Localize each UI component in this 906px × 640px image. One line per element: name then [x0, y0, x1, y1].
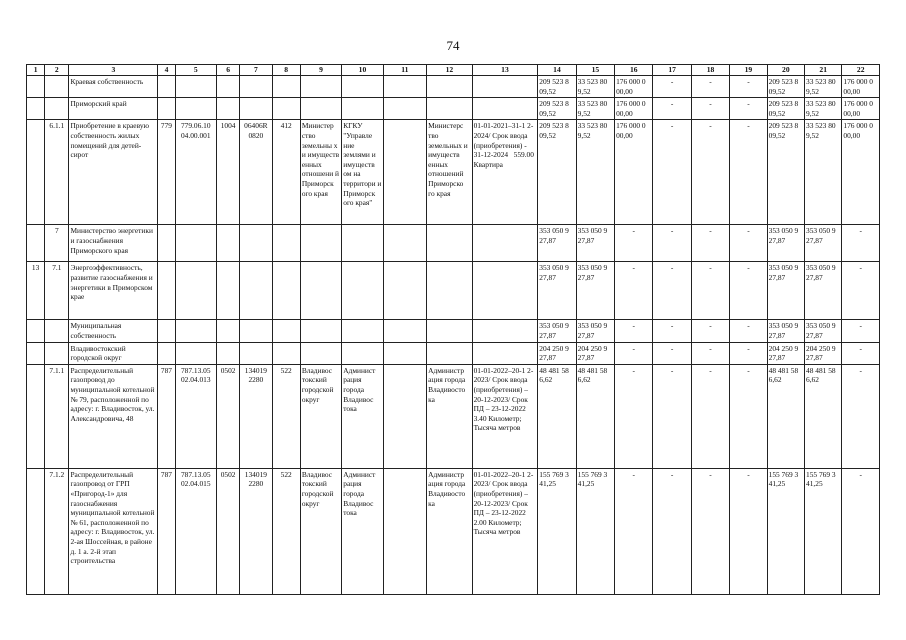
table-cell-col-16: -	[615, 320, 653, 342]
header-cell: 5	[175, 65, 216, 76]
table-cell-col-9: Владивос токский городской округ	[300, 468, 341, 594]
table-cell-col-13	[472, 320, 538, 342]
table-cell-col-10	[342, 98, 383, 120]
table-cell-col-16: 176 000 0 00,00	[615, 98, 653, 120]
table-cell-col-4: 779	[158, 120, 175, 225]
table-cell-col-9	[300, 262, 341, 320]
table-cell-col-20: 209 523 8 09,52	[767, 76, 804, 98]
table-cell-col-9	[300, 320, 341, 342]
table-cell-col-21: 353 050 9 27,87	[805, 262, 842, 320]
table-row	[27, 120, 880, 225]
table-cell-col-4	[158, 342, 175, 364]
header-cell: 20	[767, 65, 804, 76]
table-cell-col-2: 6.1.1	[45, 120, 69, 225]
table-cell-col-22: -	[842, 262, 880, 320]
header-cell: 10	[342, 65, 383, 76]
table-cell-col-22: -	[842, 468, 880, 594]
header-cell: 4	[158, 65, 175, 76]
table-cell-col-8: 522	[272, 468, 300, 594]
table-cell-col-15: 353 050 9 27,87	[576, 225, 614, 262]
table-cell-col-6	[216, 320, 239, 342]
table-cell-col-13	[472, 342, 538, 364]
table-cell-col-6: 0502	[216, 364, 239, 468]
header-cell: 6	[216, 65, 239, 76]
table-cell-col-3: Владивостокский городской округ	[69, 342, 158, 364]
table-cell-col-10	[342, 342, 383, 364]
table-cell-col-11	[383, 364, 426, 468]
header-cell: 13	[472, 65, 538, 76]
table-cell-col-18: -	[691, 76, 729, 98]
table-cell-col-21: 33 523 80 9,52	[805, 76, 842, 98]
table-cell-col-2: 7.1.1	[45, 364, 69, 468]
table-cell-col-7	[240, 342, 272, 364]
table-cell-col-11	[383, 262, 426, 320]
table-cell-col-2	[45, 98, 69, 120]
table-cell-col-18: -	[691, 342, 729, 364]
table-cell-col-9: Министер ство земельны х и имуществ енных отношени й Приморск ого края	[300, 120, 341, 225]
table-cell-col-21: 353 050 9 27,87	[805, 320, 842, 342]
table-cell-col-20: 353 050 9 27,87	[767, 320, 804, 342]
table-cell-col-19: -	[730, 98, 767, 120]
table-cell-col-19: -	[730, 342, 767, 364]
table-cell-col-6	[216, 98, 239, 120]
table-cell-col-20: 204 250 9 27,87	[767, 342, 804, 364]
header-cell: 8	[272, 65, 300, 76]
table-cell-col-22: -	[842, 364, 880, 468]
table-cell-col-15: 204 250 9 27,87	[576, 342, 614, 364]
table-cell-col-11	[383, 120, 426, 225]
table-cell-col-18: -	[691, 225, 729, 262]
table-cell-col-1	[27, 320, 45, 342]
table-cell-col-2: 7	[45, 225, 69, 262]
header-cell: 12	[427, 65, 472, 76]
header-cell: 21	[805, 65, 842, 76]
header-cell: 3	[69, 65, 158, 76]
table-cell-col-17: -	[653, 76, 691, 98]
table-cell-col-8: 412	[272, 120, 300, 225]
table-cell-col-5: 779.06.10 04.00.001	[175, 120, 216, 225]
table-cell-col-13	[472, 76, 538, 98]
table-cell-col-1	[27, 120, 45, 225]
table-cell-col-15: 33 523 80 9,52	[576, 120, 614, 225]
table-cell-col-15: 33 523 80 9,52	[576, 76, 614, 98]
table-cell-col-9	[300, 98, 341, 120]
table-cell-col-2	[45, 320, 69, 342]
table-cell-col-15: 353 050 9 27,87	[576, 320, 614, 342]
table-cell-col-5: 787.13.05 02.04.015	[175, 468, 216, 594]
table-cell-col-14: 204 250 9 27,87	[538, 342, 576, 364]
table-row	[27, 225, 880, 262]
table-cell-col-2	[45, 342, 69, 364]
table-cell-col-4	[158, 225, 175, 262]
table-cell-col-14: 209 523 8 09,52	[538, 98, 576, 120]
table-cell-col-11	[383, 225, 426, 262]
table-cell-col-17: -	[653, 120, 691, 225]
table-cell-col-10: Админист рация города Владивос тока	[342, 364, 383, 468]
table-cell-col-5	[175, 225, 216, 262]
table-cell-col-1	[27, 225, 45, 262]
table-cell-col-1	[27, 98, 45, 120]
table-cell-col-16: -	[615, 342, 653, 364]
table-cell-col-20: 155 769 3 41,25	[767, 468, 804, 594]
table-cell-col-6	[216, 262, 239, 320]
table-cell-col-2: 7.1	[45, 262, 69, 320]
table-cell-col-3: Приобретение в краевую собственность жилых помещений для детей-сирот	[69, 120, 158, 225]
table-cell-col-8	[272, 225, 300, 262]
table-cell-col-17: -	[653, 468, 691, 594]
table-cell-col-18: -	[691, 468, 729, 594]
table-cell-col-15: 353 050 9 27,87	[576, 262, 614, 320]
table-cell-col-1: 13	[27, 262, 45, 320]
budget-table	[26, 64, 880, 595]
table-cell-col-4	[158, 76, 175, 98]
table-cell-col-7: 06406R 0820	[240, 120, 272, 225]
table-cell-col-2	[45, 76, 69, 98]
table-cell-col-11	[383, 342, 426, 364]
table-cell-col-21: 155 769 3 41,25	[805, 468, 842, 594]
table-cell-col-13: 01-01-2022–20-1 2-2023/ Срок ввода (приобретения) – 20-12-2023/ Срок ПД – 23-12-2022 2.00 Километр; Тысяча метров	[472, 468, 538, 594]
table-cell-col-8	[272, 320, 300, 342]
table-cell-col-5: 787.13.05 02.04.013	[175, 364, 216, 468]
header-cell: 19	[730, 65, 767, 76]
header-cell: 7	[240, 65, 272, 76]
table-cell-col-10	[342, 76, 383, 98]
header-cell: 22	[842, 65, 880, 76]
table-cell-col-16: -	[615, 364, 653, 468]
table-cell-col-19: -	[730, 120, 767, 225]
table-cell-col-22: -	[842, 225, 880, 262]
table-cell-col-7	[240, 76, 272, 98]
header-cell: 17	[653, 65, 691, 76]
table-cell-col-1	[27, 76, 45, 98]
page-number: 74	[446, 38, 460, 53]
table-cell-col-12: Министерс тво земельных и имуществ енных отношений Приморско го края	[427, 120, 472, 225]
table-cell-col-5	[175, 76, 216, 98]
table-cell-col-7	[240, 320, 272, 342]
table-cell-col-18: -	[691, 364, 729, 468]
table-cell-col-19: -	[730, 364, 767, 468]
table-cell-col-13: 01-01-2022–20-1 2-2023/ Срок ввода (приобретения) – 20-12-2023/ Срок ПД – 23-12-2022 3.40 Километр; Тысяча метров	[472, 364, 538, 468]
table-cell-col-11	[383, 320, 426, 342]
table-cell-col-10	[342, 262, 383, 320]
table-cell-col-12: Администр ация города Владивосто ка	[427, 468, 472, 594]
table-cell-col-14: 209 523 8 09,52	[538, 76, 576, 98]
table-cell-col-17: -	[653, 225, 691, 262]
table-cell-col-14: 353 050 9 27,87	[538, 262, 576, 320]
table-cell-col-21: 204 250 9 27,87	[805, 342, 842, 364]
table-cell-col-16: 176 000 0 00,00	[615, 120, 653, 225]
table-cell-col-4	[158, 98, 175, 120]
table-row	[27, 364, 880, 468]
table-cell-col-16: -	[615, 468, 653, 594]
header-cell: 14	[538, 65, 576, 76]
table-cell-col-20: 209 523 8 09,52	[767, 120, 804, 225]
table-cell-col-17: -	[653, 98, 691, 120]
table-cell-col-10: КГКУ "Управле ние землями и имуществ ом на территори и Приморск ого края"	[342, 120, 383, 225]
table-cell-col-15: 48 481 58 6,62	[576, 364, 614, 468]
table-cell-col-11	[383, 98, 426, 120]
table-cell-col-22: 176 000 0 00,00	[842, 120, 880, 225]
table-cell-col-3: Краевая собственность	[69, 76, 158, 98]
table-cell-col-12	[427, 342, 472, 364]
table-cell-col-12	[427, 225, 472, 262]
table-cell-col-21: 33 523 80 9,52	[805, 120, 842, 225]
table-cell-col-20: 48 481 58 6,62	[767, 364, 804, 468]
table-cell-col-17: -	[653, 342, 691, 364]
table-row	[27, 320, 880, 342]
header-row	[27, 65, 880, 76]
header-cell: 1	[27, 65, 45, 76]
table-cell-col-1	[27, 468, 45, 594]
table-cell-col-11	[383, 76, 426, 98]
table-cell-col-14: 353 050 9 27,87	[538, 320, 576, 342]
header-cell: 11	[383, 65, 426, 76]
header-cell: 2	[45, 65, 69, 76]
table-cell-col-15: 33 523 80 9,52	[576, 98, 614, 120]
table-cell-col-16: -	[615, 262, 653, 320]
table-cell-col-21: 353 050 9 27,87	[805, 225, 842, 262]
table-cell-col-3: Распределительный газопровод от ГРП «Пригород-1» для газоснабжения муниципальной котельной № 61, расположенной по адресу: г. Владивосток, ул. 2-ая Шоссейная, в районе д. 1 а. 2-й этап строительства	[69, 468, 158, 594]
table-cell-col-21: 48 481 58 6,62	[805, 364, 842, 468]
table-cell-col-1	[27, 364, 45, 468]
table-cell-col-9	[300, 342, 341, 364]
table-cell-col-5	[175, 342, 216, 364]
table-cell-col-5	[175, 320, 216, 342]
table-cell-col-12	[427, 98, 472, 120]
table-cell-col-4: 787	[158, 364, 175, 468]
table-cell-col-15: 155 769 3 41,25	[576, 468, 614, 594]
table-cell-col-7: 134019 2280	[240, 468, 272, 594]
table-cell-col-20: 353 050 9 27,87	[767, 262, 804, 320]
table-cell-col-22: 176 000 0 00,00	[842, 98, 880, 120]
table-cell-col-18: -	[691, 98, 729, 120]
table-cell-col-7	[240, 262, 272, 320]
table-cell-col-22: -	[842, 342, 880, 364]
table-cell-col-22: 176 000 0 00,00	[842, 76, 880, 98]
table-cell-col-10: Админист рация города Владивос тока	[342, 468, 383, 594]
table-cell-col-20: 353 050 9 27,87	[767, 225, 804, 262]
table-cell-col-6: 1004	[216, 120, 239, 225]
table-cell-col-12	[427, 320, 472, 342]
table-cell-col-5	[175, 262, 216, 320]
table-cell-col-14: 48 481 58 6,62	[538, 364, 576, 468]
table-cell-col-3: Энергоэффективность, развитие газоснабжения и энергетики в Приморском крае	[69, 262, 158, 320]
table-cell-col-20: 209 523 8 09,52	[767, 98, 804, 120]
table-cell-col-17: -	[653, 364, 691, 468]
table-cell-col-10	[342, 225, 383, 262]
table-cell-col-9	[300, 76, 341, 98]
table-cell-col-1	[27, 342, 45, 364]
table-cell-col-17: -	[653, 262, 691, 320]
header-cell: 18	[691, 65, 729, 76]
table-cell-col-6: 0502	[216, 468, 239, 594]
table-cell-col-14: 209 523 8 09,52	[538, 120, 576, 225]
table-cell-col-8	[272, 98, 300, 120]
header-cell: 15	[576, 65, 614, 76]
table-cell-col-2: 7.1.2	[45, 468, 69, 594]
table-cell-col-14: 155 769 3 41,25	[538, 468, 576, 594]
table-cell-col-6	[216, 225, 239, 262]
table-cell-col-3: Приморский край	[69, 98, 158, 120]
table-cell-col-8: 522	[272, 364, 300, 468]
table-cell-col-19: -	[730, 225, 767, 262]
table-cell-col-8	[272, 76, 300, 98]
header-cell: 9	[300, 65, 341, 76]
table-row	[27, 76, 880, 98]
table-cell-col-4: 787	[158, 468, 175, 594]
table-cell-col-7	[240, 225, 272, 262]
table-cell-col-21: 33 523 80 9,52	[805, 98, 842, 120]
table-cell-col-3: Распределительный газопровод до муниципальной котельной № 79, расположенной по адресу: г. Владивосток, ул. Александровича, 48	[69, 364, 158, 468]
table-cell-col-13	[472, 98, 538, 120]
table-cell-col-10	[342, 320, 383, 342]
table-cell-col-3: Муниципальная собственность	[69, 320, 158, 342]
table-cell-col-12	[427, 76, 472, 98]
table-cell-col-17: -	[653, 320, 691, 342]
table-row	[27, 262, 880, 320]
table-cell-col-19: -	[730, 320, 767, 342]
table-cell-col-7	[240, 98, 272, 120]
table-cell-col-5	[175, 98, 216, 120]
table-cell-col-22: -	[842, 320, 880, 342]
table-cell-col-11	[383, 468, 426, 594]
table-cell-col-16: -	[615, 225, 653, 262]
table-cell-col-7: 134019 2280	[240, 364, 272, 468]
table-cell-col-19: -	[730, 262, 767, 320]
table-cell-col-9: Владивос токский городской округ	[300, 364, 341, 468]
table-cell-col-16: 176 000 0 00,00	[615, 76, 653, 98]
table-cell-col-19: -	[730, 468, 767, 594]
table-cell-col-3: Министерство энергетики и газоснабжения Приморского края	[69, 225, 158, 262]
table-cell-col-13	[472, 262, 538, 320]
table-cell-col-4	[158, 262, 175, 320]
table-cell-col-13	[472, 225, 538, 262]
table-cell-col-18: -	[691, 120, 729, 225]
table-cell-col-19: -	[730, 76, 767, 98]
table-cell-col-18: -	[691, 262, 729, 320]
table-cell-col-14: 353 050 9 27,87	[538, 225, 576, 262]
table-cell-col-12: Администр ация города Владивосто ка	[427, 364, 472, 468]
table-cell-col-18: -	[691, 320, 729, 342]
table-row	[27, 342, 880, 364]
table-cell-col-13: 01-01-2021–31-1 2-2024/ Срок ввода (приобретения) - 31-12-2024 559.00 Квартира	[472, 120, 538, 225]
table-cell-col-8	[272, 342, 300, 364]
header-cell: 16	[615, 65, 653, 76]
table-row	[27, 468, 880, 594]
table-cell-col-12	[427, 262, 472, 320]
table-cell-col-8	[272, 262, 300, 320]
table-cell-col-6	[216, 342, 239, 364]
table-cell-col-9	[300, 225, 341, 262]
table-cell-col-4	[158, 320, 175, 342]
table-cell-col-6	[216, 76, 239, 98]
table-row	[27, 98, 880, 120]
